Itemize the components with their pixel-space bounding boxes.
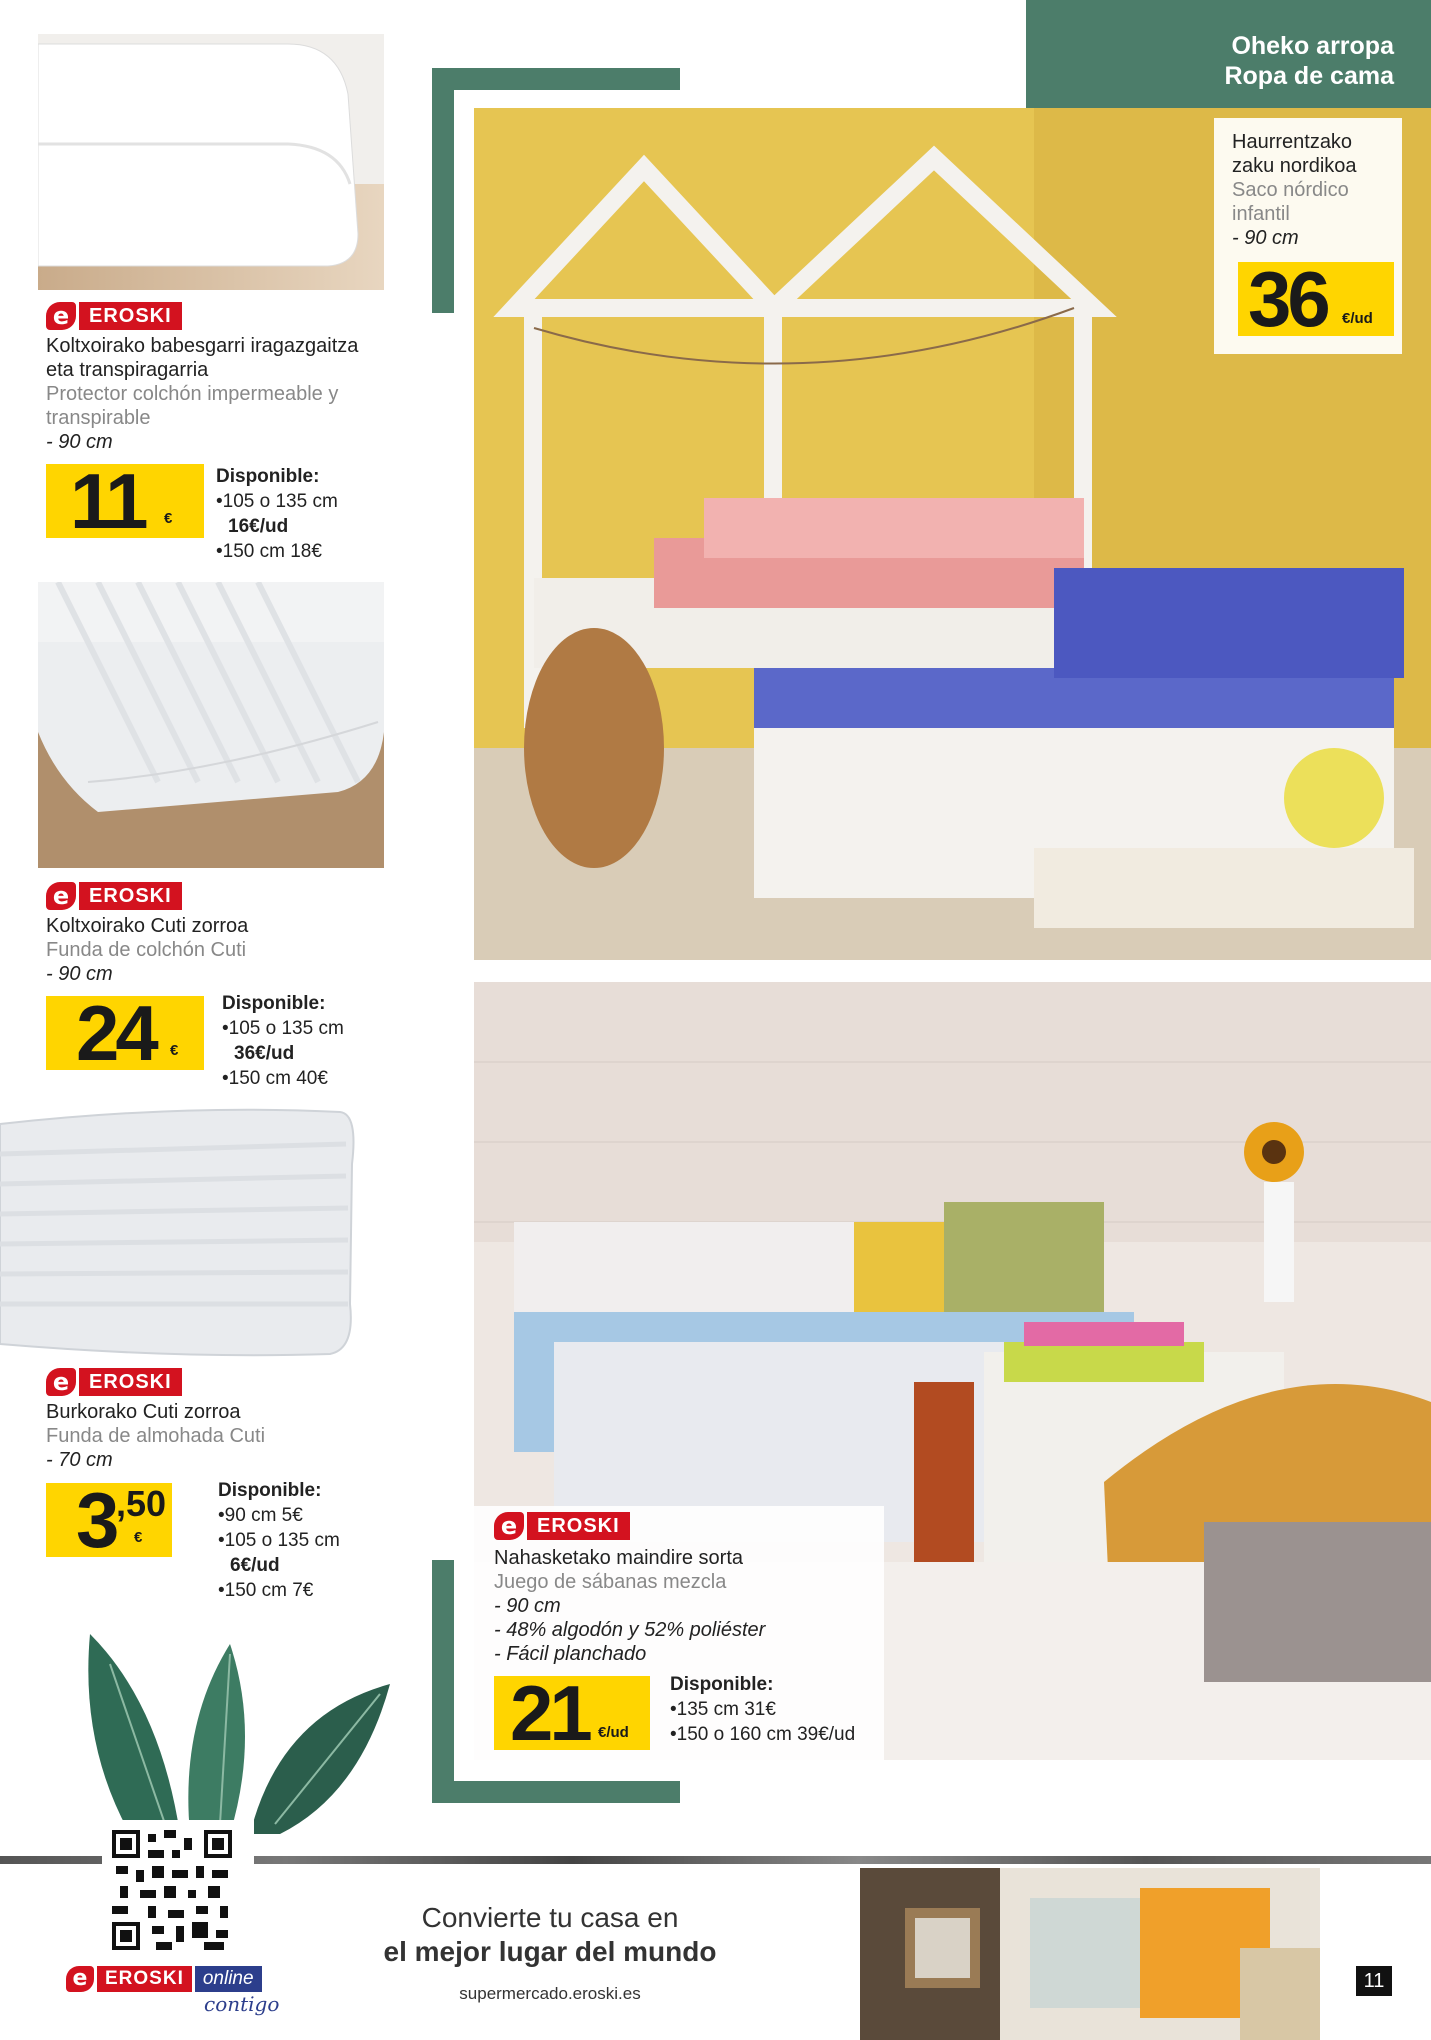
eroski-wordmark: EROSKI <box>79 302 182 330</box>
product-4-currency: €/ud <box>1342 310 1373 327</box>
section-title-eu: Oheko arropa <box>1231 32 1394 60</box>
product-1-name-eu: Koltxoirako babesgarri iragazgaitza eta transpiragarria <box>46 335 359 381</box>
product-5-currency: €/ud <box>598 1724 629 1741</box>
product-3-availability <box>218 1478 398 1603</box>
pillow-cover-photo <box>0 1104 366 1364</box>
availability-line: 36€/ud <box>234 1043 295 1064</box>
availability-title: Disponible: <box>670 1674 774 1695</box>
eroski-wordmark: EROSKI <box>527 1512 630 1540</box>
availability-line: 6€/ud <box>230 1555 280 1576</box>
product-3-name-eu: Burkorako Cuti zorroa <box>46 1401 241 1423</box>
availability-line: •105 o 135 cm <box>216 491 338 512</box>
product-1-price: 11 <box>70 457 145 545</box>
product-5-detail: - 48% algodón y 52% poliéster <box>494 1619 766 1641</box>
product-1-currency: € <box>164 510 173 527</box>
product-5-description <box>494 1546 874 1666</box>
frame-accent-top <box>432 68 680 90</box>
product-3-price-tag <box>46 1476 172 1564</box>
product-5-price-tag <box>494 1669 650 1757</box>
product-5-detail: - Fácil planchado <box>494 1643 647 1665</box>
product-2-availability <box>222 991 402 1091</box>
section-title-es: Ropa de cama <box>1224 62 1394 90</box>
frame-accent-bottom <box>432 1781 680 1803</box>
product-3-price: 3 <box>76 1476 116 1564</box>
frame-accent-left-bottom <box>432 1560 454 1803</box>
product-2-description <box>46 914 386 986</box>
eroski-e-icon: e <box>46 882 76 910</box>
availability-title: Disponible: <box>216 466 320 487</box>
availability-line: •90 cm 5€ <box>218 1505 303 1526</box>
availability-line: •150 o 160 cm 39€/ud <box>670 1724 856 1745</box>
eroski-logo <box>46 1368 182 1396</box>
online-label: online <box>195 1966 262 1992</box>
product-2-name-eu: Koltxoirako Cuti zorroa <box>46 915 249 937</box>
product-4-name-es: Saco nórdico infantil <box>1232 179 1349 225</box>
frame-accent-left-top <box>432 68 454 313</box>
product-5-detail: - 90 cm <box>494 1595 561 1617</box>
product-2-currency: € <box>170 1042 179 1059</box>
eroski-wordmark: EROSKI <box>79 882 182 910</box>
product-1-availability <box>216 464 396 564</box>
product-5-name-es: Juego de sábanas mezcla <box>494 1571 727 1593</box>
availability-line: •105 o 135 cm <box>218 1530 340 1551</box>
product-4-price-tag <box>1238 255 1394 343</box>
product-1-size: - 90 cm <box>46 431 113 453</box>
eroski-wordmark: EROSKI <box>79 1368 182 1396</box>
eroski-e-icon: e <box>46 302 76 330</box>
product-3-description <box>46 1400 386 1472</box>
product-3-cents: ,50 <box>116 1483 167 1524</box>
availability-line: •150 cm 40€ <box>222 1068 328 1089</box>
product-4-price: 36 <box>1248 255 1327 343</box>
footer-slogan-line-1: Convierte tu casa en <box>421 1902 679 1933</box>
footer-url-link[interactable]: supermercado.eroski.es <box>459 1984 641 2003</box>
product-2-name-es: Funda de colchón Cuti <box>46 939 247 961</box>
mattress-protector-photo <box>38 34 384 290</box>
product-3-currency: € <box>134 1529 143 1546</box>
product-1-name-es: Protector colchón impermeable y transpirable <box>46 383 339 429</box>
availability-line: •105 o 135 cm <box>222 1018 344 1039</box>
contigo-tagline: contigo <box>204 1992 280 2016</box>
eroski-e-icon: e <box>66 1966 94 1992</box>
footer-living-room-photo <box>860 1868 1320 2040</box>
product-2-size: - 90 cm <box>46 963 113 985</box>
footer-slogan-line-2: el mejor lugar del mundo <box>383 1936 717 1967</box>
product-4-name-eu: Haurrentzako zaku nordikoa <box>1232 131 1357 177</box>
product-1-description <box>46 334 386 454</box>
availability-line: •150 cm 18€ <box>216 541 322 562</box>
qr-code[interactable] <box>102 1820 254 1972</box>
eroski-logo <box>494 1512 630 1540</box>
page-number: 11 <box>1356 1966 1392 1996</box>
availability-title: Disponible: <box>222 993 326 1014</box>
eroski-wordmark: EROSKI <box>97 1966 192 1992</box>
eroski-logo <box>46 882 182 910</box>
product-2-price: 24 <box>76 989 155 1077</box>
product-5-name-eu: Nahasketako maindire sorta <box>494 1547 744 1569</box>
availability-line: •135 cm 31€ <box>670 1699 776 1720</box>
product-2-price-tag <box>46 989 204 1077</box>
product-4-size: - 90 cm <box>1232 227 1299 249</box>
availability-title: Disponible: <box>218 1480 322 1501</box>
product-3-name-es: Funda de almohada Cuti <box>46 1425 266 1447</box>
eroski-e-icon: e <box>494 1512 524 1540</box>
eroski-logo <box>46 302 182 330</box>
eroski-online-logo <box>66 1966 262 1992</box>
mattress-cover-photo <box>38 582 384 868</box>
product-3-size: - 70 cm <box>46 1449 113 1471</box>
availability-line: 16€/ud <box>228 516 289 537</box>
eroski-e-icon: e <box>46 1368 76 1396</box>
availability-line: •150 cm 7€ <box>218 1580 314 1601</box>
product-1-price-tag <box>46 457 204 545</box>
product-5-price: 21 <box>510 1669 589 1757</box>
product-5-availability <box>670 1672 890 1747</box>
product-4-description <box>1232 130 1392 250</box>
plant-decoration <box>70 1624 400 1834</box>
qr-code-icon <box>108 1826 236 1954</box>
